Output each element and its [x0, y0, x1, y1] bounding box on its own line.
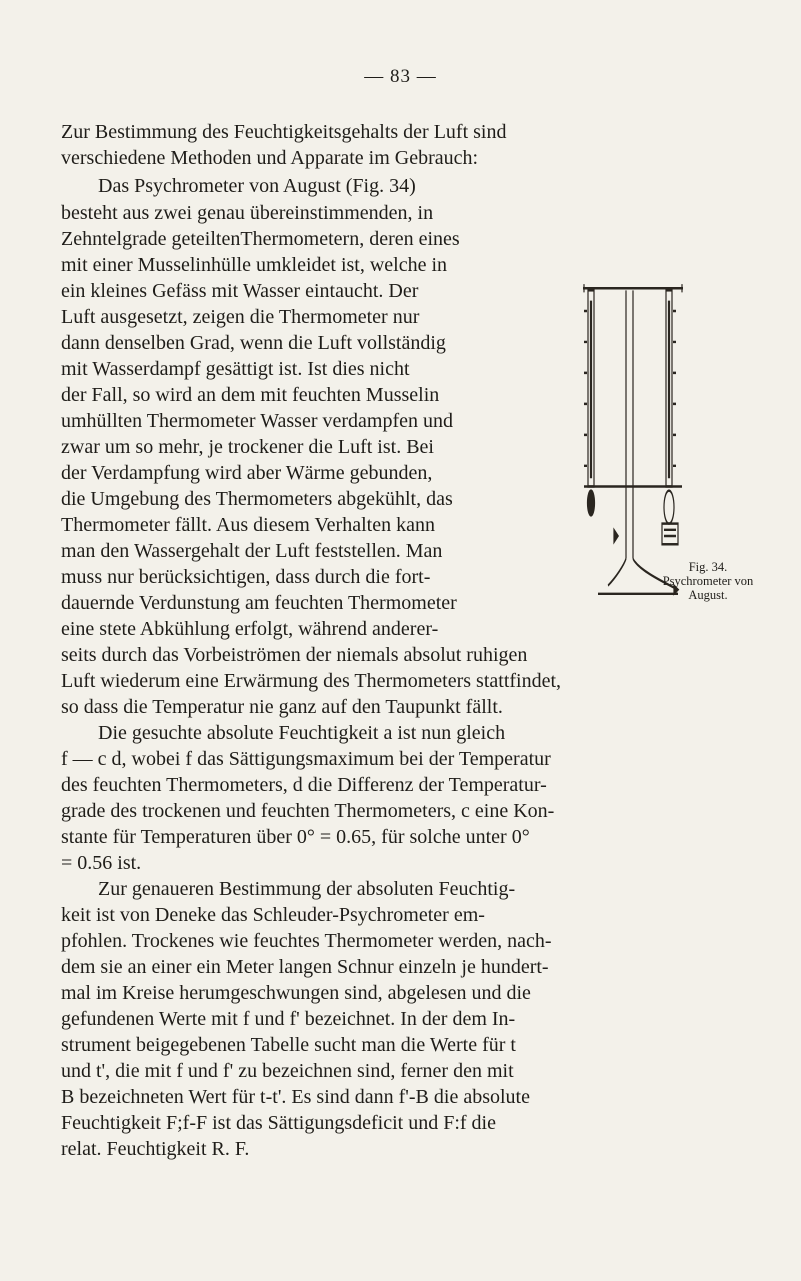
psychrometer-line-1: Das Psychrometer von August (Fig. 34) — [98, 175, 416, 197]
deneke-line-1: Zur genaueren Bestimmung der absoluten Feuchtig- — [98, 878, 516, 900]
absolute-line-2: f — c d, wobei f das Sättigungsmaximum bei der Temperatur — [61, 748, 551, 770]
psychrometer-line-12: der Verdampfung wird aber Wärme gebunden, — [61, 462, 433, 484]
psychrometer-line-16: muss nur berücksichtigen, dass durch die fort- — [61, 566, 431, 588]
deneke-line-8: und t', die mit f und f' zu bezeichnen sind, ferner den mit — [61, 1060, 514, 1082]
deneke-line-2: keit ist von Deneke das Schleuder-Psychrometer em- — [61, 904, 485, 926]
deneke-line-6: gefundenen Werte mit f und f' bezeichnet. In der dem In- — [61, 1008, 516, 1030]
psychrometer-line-11: zwar um so mehr, je trockener die Luft ist. Bei — [61, 436, 434, 458]
deneke-line-7: strument beigegebenen Tabelle sucht man die Werte für t — [61, 1034, 516, 1056]
psychrometer-line-9: der Fall, so wird an dem mit feuchten Musselin — [61, 384, 440, 406]
psychrometer-line-18: eine stete Abkühlung erfolgt, während anderer- — [61, 618, 439, 640]
absolute-line-4: grade des trockenen und feuchten Thermometers, c eine Kon- — [61, 800, 555, 822]
deneke-line-11: relat. Feuchtigkeit R. F. — [61, 1138, 250, 1160]
psychrometer-illustration — [578, 280, 688, 600]
deneke-line-10: Feuchtigkeit F;f-F ist das Sättigungsdeficit und F:f die — [61, 1112, 496, 1134]
psychrometer-line-7: dann denselben Grad, wenn die Luft vollständig — [61, 332, 446, 354]
deneke-line-5: mal im Kreise herumgeschwungen sind, abgelesen und die — [61, 982, 531, 1004]
psychrometer-line-2: besteht aus zwei genau übereinstimmenden, in — [61, 202, 434, 224]
psychrometer-line-10: umhüllten Thermometer Wasser verdampfen und — [61, 410, 453, 432]
page-number: — 83 — — [364, 66, 437, 87]
absolute-line-3: des feuchten Thermometers, d die Differenz der Temperatur- — [61, 774, 547, 796]
absolute-line-1: Die gesuchte absolute Feuchtigkeit a ist nun gleich — [98, 722, 506, 744]
psychrometer-line-8: mit Wasserdampf gesättigt ist. Ist dies nicht — [61, 358, 410, 380]
figure-caption-line-2: August. — [688, 588, 728, 602]
psychrometer-line-15: man den Wassergehalt der Luft feststellen. Man — [61, 540, 443, 562]
intro-line-1: Zur Bestimmung des Feuchtigkeitsgehalts der Luft sind — [61, 121, 507, 143]
deneke-line-4: dem sie an einer ein Meter langen Schnur einzeln je hundert- — [61, 956, 549, 978]
absolute-line-6: = 0.56 ist. — [61, 852, 142, 874]
figure-caption — [638, 560, 778, 602]
psychrometer-line-21: so dass die Temperatur nie ganz auf den Taupunkt fällt. — [61, 696, 503, 718]
psychrometer-line-13: die Umgebung des Thermometers abgekühlt, das — [61, 488, 453, 510]
psychrometer-line-17: dauernde Verdunstung am feuchten Thermometer — [61, 592, 457, 614]
deneke-line-3: pfohlen. Trockenes wie feuchtes Thermometer werden, nach- — [61, 930, 552, 952]
psychrometer-line-20: Luft wiederum eine Erwärmung des Thermometers stattfindet, — [61, 670, 562, 692]
deneke-line-9: B bezeichneten Wert für t-t'. Es sind dann f'-B die absolute — [61, 1086, 530, 1108]
psychrometer-line-6: Luft ausgesetzt, zeigen die Thermometer nur — [61, 306, 420, 328]
figure-label: Fig. 34. — [688, 560, 728, 574]
psychrometer-line-3: Zehntelgrade geteiltenThermometern, deren eines — [61, 228, 460, 250]
psychrometer-line-4: mit einer Musselinhülle umkleidet ist, welche in — [61, 254, 448, 276]
figure-caption-line-1: Psychrometer von — [662, 574, 754, 588]
absolute-line-5: stante für Temperaturen über 0° = 0.65, für solche unter 0° — [61, 826, 530, 848]
psychrometer-line-19: seits durch das Vorbeiströmen der niemals absolut ruhigen — [61, 644, 528, 666]
intro-line-2: verschiedene Methoden und Apparate im Gebrauch: — [61, 147, 479, 169]
psychrometer-line-5: ein kleines Gefäss mit Wasser eintaucht. Der — [61, 280, 419, 302]
psychrometer-line-14: Thermometer fällt. Aus diesem Verhalten kann — [61, 514, 435, 536]
